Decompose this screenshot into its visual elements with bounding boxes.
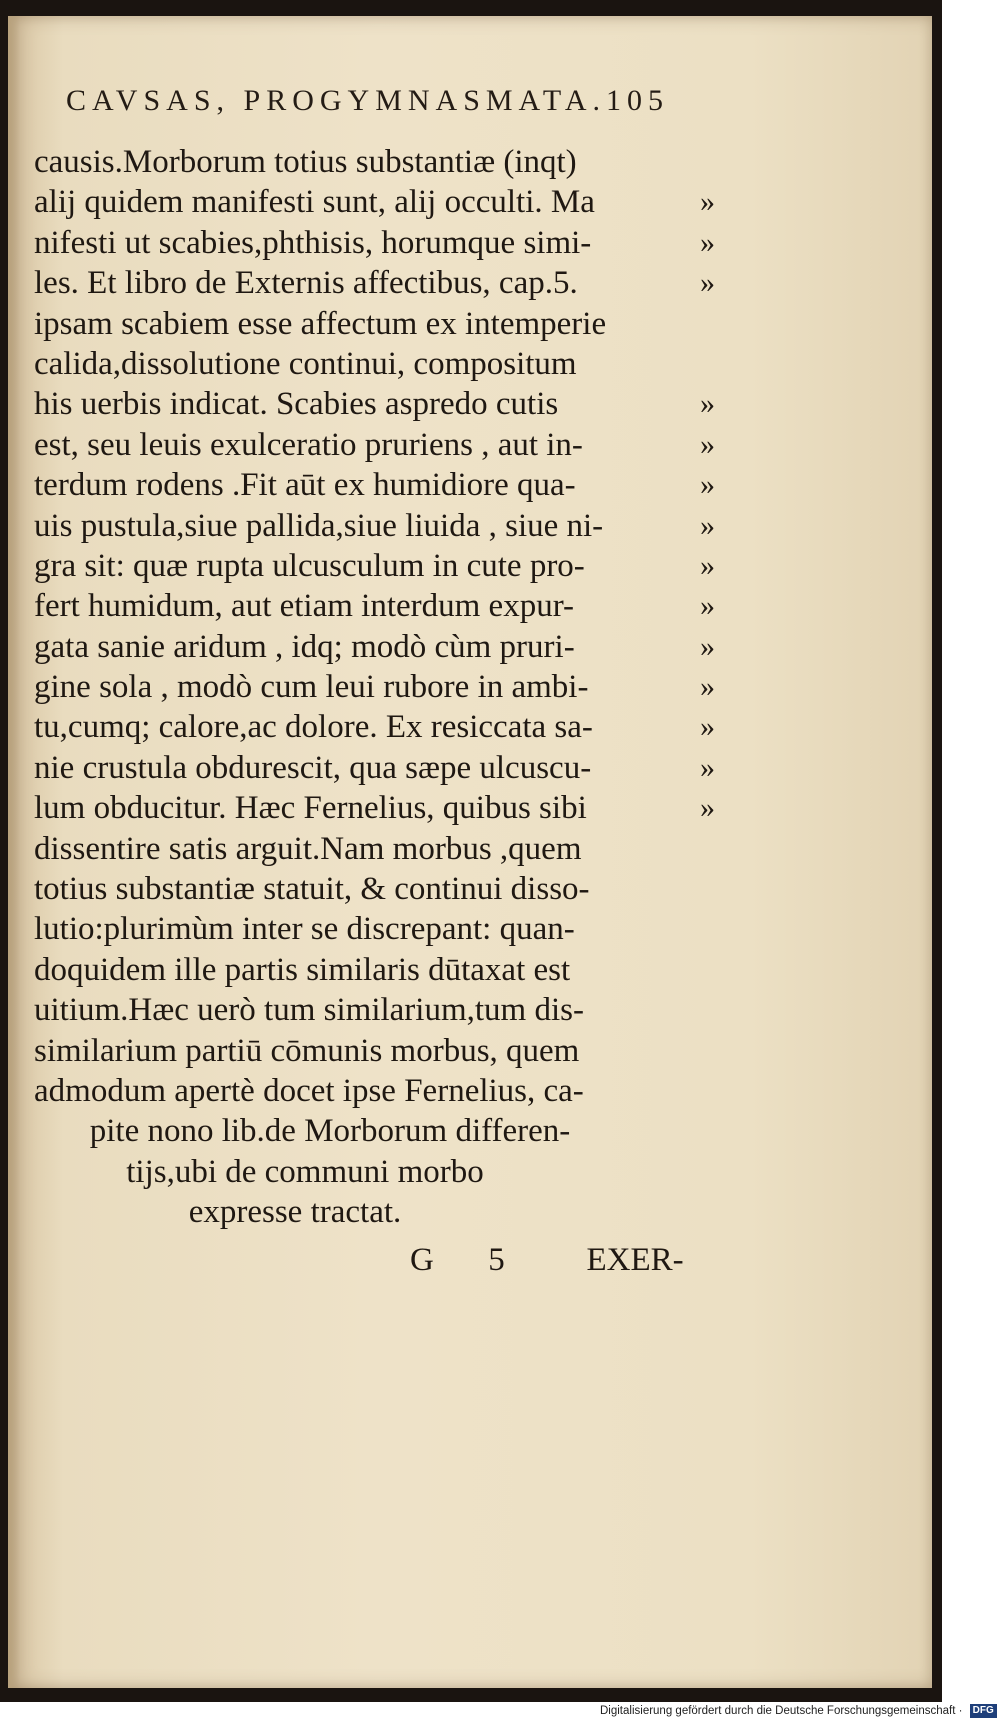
body-text	[34, 142, 686, 1233]
quote-mark: »	[700, 427, 715, 461]
text-line: gra sit: quæ rupta ulcusculum in cute pro-	[34, 547, 585, 584]
text-line: fert humidum, aut etiam interdum expur-	[34, 588, 575, 625]
text-line: causis.Morborum totius substantiæ (inqt)	[34, 144, 577, 180]
quote-mark: »	[700, 710, 715, 744]
text-line: nie crustula obdurescit, qua sæpe ulcuscu-	[34, 749, 592, 786]
text-line: terdum rodens .Fit aūt ex humidiore qua-	[34, 467, 576, 504]
text-line: uitium.Hæc uerò tum similarium,tum dis-	[34, 992, 584, 1029]
quote-mark: »	[700, 266, 715, 300]
digitization-footer	[600, 1702, 1000, 1720]
text-line: uis pustula,siue pallida,siue liuida , siue ni-	[34, 507, 604, 544]
text-line: tu,cumq; calore,ac dolore. Ex resiccata sa-	[34, 709, 593, 746]
quote-mark	[700, 344, 740, 384]
quote-mark: »	[700, 548, 715, 582]
quote-mark: »	[700, 468, 715, 502]
signature-letter: G	[410, 1242, 434, 1278]
page-gutter-shadow	[8, 16, 20, 1688]
dfg-logo-icon: DFG	[970, 1704, 997, 1718]
quote-mark: »	[700, 508, 715, 542]
text-line: tijs,ubi de communi morbo	[126, 1153, 484, 1190]
text-line: doquidem ille partis similaris dūtaxat est	[34, 951, 571, 988]
catchword: EXER-	[586, 1242, 684, 1278]
quote-mark: »	[700, 185, 715, 219]
text-line: lum obducitur. Hæc Fernelius, quibus sibi	[34, 790, 587, 827]
text-line: totius substantiæ statuit, & continui disso-	[34, 871, 590, 908]
text-line: nifesti ut scabies,phthisis, horumque simi-	[34, 224, 592, 261]
text-line: calida,dissolutione continui, compositum	[34, 345, 577, 382]
quote-mark: »	[700, 750, 715, 784]
text-line: lutio:plurimùm inter se discrepant: quan-	[34, 911, 575, 948]
quote-mark: »	[700, 589, 715, 623]
text-line: his uerbis indicat. Scabies aspredo cutis	[34, 386, 559, 423]
quote-marks-column	[700, 142, 740, 829]
quote-mark: »	[700, 791, 715, 825]
text-line: pite nono lib.de Morborum differen-	[89, 1113, 571, 1150]
text-line: similarium partiū cōmunis morbus, quem	[34, 1032, 580, 1069]
text-line: est, seu leuis exulceratio pruriens , aut in-	[34, 426, 583, 463]
footer-text: Digitalisierung gefördert durch die Deutsche Forschungsgemeinschaft ·	[600, 1705, 963, 1717]
quote-mark	[700, 142, 740, 182]
text-line: dissentire satis arguit.Nam morbus ,quem	[34, 830, 582, 867]
quote-mark: »	[700, 670, 715, 704]
text-line: gata sanie aridum , idq; modò cùm pruri-	[34, 628, 575, 665]
signature-number: 5	[488, 1242, 505, 1278]
text-line: les. Et libro de Externis affectibus, cap.5.	[34, 265, 578, 302]
quote-mark: »	[700, 387, 715, 421]
quote-mark: »	[700, 225, 715, 259]
text-line: alij quidem manifesti sunt, alij occulti. Ma	[34, 184, 595, 221]
text-line: ipsam scabiem esse affectum ex intemperie	[34, 305, 607, 342]
signature-line	[410, 1242, 710, 1279]
quote-mark: »	[700, 629, 715, 663]
text-line: admodum apertè docet ipse Fernelius, ca-	[34, 1072, 584, 1109]
text-line: expresse tractat.	[188, 1194, 402, 1231]
text-line: gine sola , modò cum leui rubore in ambi-	[34, 669, 589, 706]
running-head: CAVSAS, PROGYMNASMATA.105	[66, 84, 669, 117]
quote-mark	[700, 304, 740, 344]
